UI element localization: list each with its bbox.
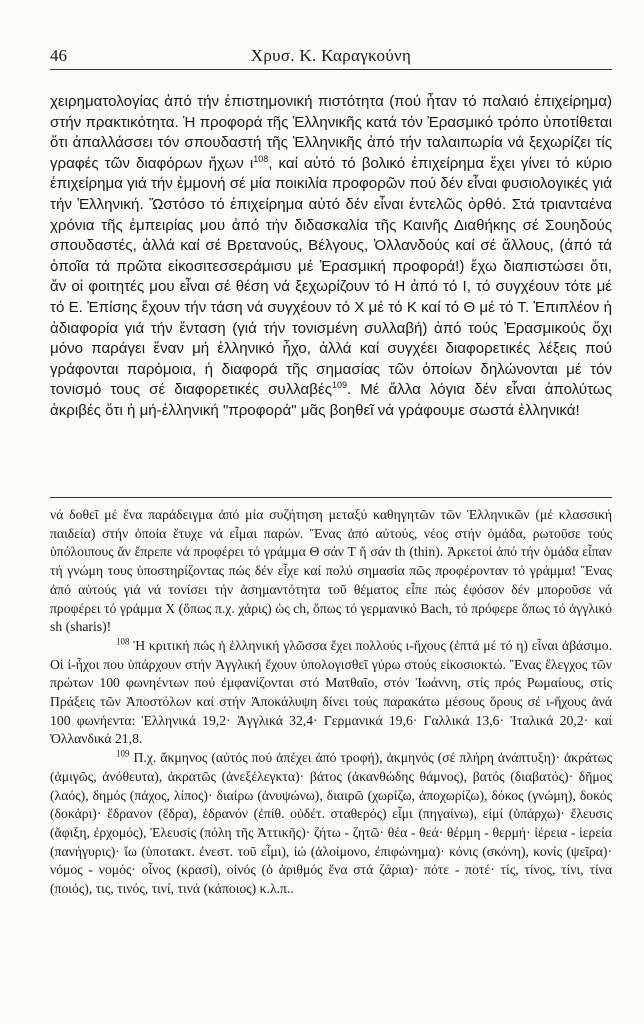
page-header [50,40,612,68]
page-number: 46 [50,46,67,65]
footnote-rule [50,497,612,498]
main-text-part-1: χειρηματολογίας ἀπό τήν ἐπιστημονική πιστότητα (πού ἦταν τό παλαιό ἐπιχείρημα) στήν πρακτικότητα. Ἡ προφορά τῆς Ἑλληνικῆς κατά τόν Ἐρασμικό τρόπο ὑποτίθεται ὅτι ἀπαλλάσσει τόν σπουδαστή τῆς Ἑλληνικῆς ἀπό τήν ταλαιπωρία νά ξεχωρίζει τίς γραφές τῶν διαφόρων ἤχων ι [50,93,612,172]
footnote-108 [50,637,612,749]
footnote-109-text: Π.χ. ἄκμηνος (αὐτός πού ἀπέχει ἀπό τροφή), ἀκμηνός (σέ πλήρη ἀνάπτυξη)· ἀκράτως (ἀμιγῶς, ἀνόθευτα), ἀκρατῶς (ἀνεξέλεγκτα)· βάτος (ἀκανθώδης θάμνος), βατός (διαβατός)· δῆμος (λαός), δημός (πάχος, λίπος)· διαίρω (ἀνυψώνω), διαιρῶ (χωρίζω, ἀποχωρίζω), δόκος (γνώμη), δοκός (δοκάρι)· ἕδρανον (ἕδρα), ἑδρανόν (ἐπίθ. οὐδέτ. σταθερός) εἶμι (πηγαίνω), εἰμί (ὑπάρχω)· ἔλευσις (ἄφιξη, ἐρχομός), Ἐλευσίς (πόλη τῆς Ἀττικῆς)· ζήτω - ζητῶ· θέα - θεά· θέρμη - θερμή· ἱέρεια - ἱερεία (πανήγυρις)· ἴω (ὑποτακτ. ἐνεστ. τοῦ εἶμι), ἰώ (ἀλοίμονο, ἐπιφώνημα)· κόνις (σκόνη), κονίς (ψεῖρα)· νόμος - νομός· οἶνος (κρασί), οἰνός (ὁ ἀριθμός ἕνα στά ζάρια)· πότε - ποτέ· τίς, τίνος, τίνι, τίνα (ποιός), τις, τινός, τινί, τινά (κάποιος) κ.λ.π.. [50,750,613,897]
main-text-part-3: . Μέ ἄλλα λόγια δέν εἶναι ἀπολύτως ἀκριβές ὅτι ἡ μή-ἑλληνική "προφορά" μᾶς βοηθεῖ νά γράφουμε σωστά ἑλληνικά! [50,381,612,419]
footnotes-block [50,506,612,899]
footnote-108-mark: 108 [116,636,130,647]
footnote-ref-108: 108 [253,153,269,164]
footnote-108-text: Ἡ κριτική πώς ἡ ἑλληνική γλῶσσα ἔχει πολλούς ι-ἤχους (ἑπτά μέ τό η) εἶναι ἀβάσιμο. Οἱ ἰ-ἦχοι που ὑπάρχουν στήν Ἀγγλική ἔχουν ὑπολογισθεῖ γύρω στούς εἰκοσιοκτώ. Ἕνας ἔλεγχος τῶν πρώτων 100 φωνηέντων πού ἐμφανίζονται στό Ματθαῖο, στόν Ἰωάννη, στίς πρός Ρωμαίους, στίς Πράξεις τῶν Ἀποστόλων καί στήν Ἀποκάλυψη δίνει τούς παρακάτω μέσους ὅρους σέ ι-ἤχους ἀνά 100 φωνήεντα: Ἑλληνικά 19,2· Ἀγγλικά 32,4· Γερμανικά 19,6· Γαλλικά 13,6· Ἰταλικά 20,2· καί Ὀλλανδικά 21,8. [50,637,613,747]
footnote-continuation: νά δοθεῖ μέ ἕνα παράδειγμα ἀπό μία συζήτηση μεταξύ καθηγητῶν τῶν Ἑλληνικῶν (μέ κλασσική παιδεία) στήν ὁποία ἔτυχε νά εἶμαι παρών. Ἕνας ἀπό αὐτούς, νέος στήν ὁμάδα, ρωτοῦσε τούς ὑπόλοιπους ἄν ἔπρεπε νά προφέρει τό γράμμα Θ σάν Τ ἤ σάν th (thin). Ἀρκετοί ἀπό τήν ὁμάδα εἶπαν τή γνώμη τους ὑποστηρίζοντας πώς δέν εἶχε καί πολύ σημασία πῶς προφέρονταν τό γράμμα! Ἕνας ἀπό αὐτούς γιά νά τονίσει τήν ἀσημαντότητα τοῦ θέματος εἶπε πώς ἐφόσον δέν μποροῦσε νά προφέρει τό γράμμα Χ (ὅπως π.χ. χάρις) ὡς ch, ὅπως τό γερμανικό Bach, τό πρόφερε ὅπως τό ἀγγλικό sh (sharis)! [50,507,612,635]
header-rule [50,69,612,70]
footnote-109 [50,749,612,899]
footnote-109-mark: 109 [116,748,130,759]
running-head: Χρυσ. Κ. Καραγκούνη [250,46,412,65]
footnote-ref-109: 109 [331,380,347,391]
main-text-part-2: , καί αὐτό τό βολικό ἐπιχείρημα ἔχει γίνει τό κύριο ἐπιχείρημα γιά τήν ἐμμονή σέ μία ποικιλία προφορῶν πού δέν εἶναι φυσιολογικές γιά τήν Ἑλληνική. Ὥστόσο τό ἐπιχείρημα αὐτό δέν εἶναι ἐντελῶς ὀρθό. Στά τριανταένα χρόνια τῆς ἐμπειρίας μου ἀπό τήν διδασκαλία τῆς Καινῆς Διαθήκης σέ Σουηδούς σπουδαστές, ἀλλά καί σέ Βρετανούς, Βέλγους, Ὀλλανδούς καί σέ ἄλλους, (ἀπό τά ὁποῖα τά πρῶτα εἰκοσιτεσσεράμισυ μέ Ἐρασμική προφορά!) ἔχω διαπιστώσει ὅτι, ἄν οἱ φοιτητές μου εἶναι σέ θέση νά ξεχωρίζουν τό Η ἀπό τό Ι, τό συγχέουν τότε μέ τό Ε. Ἐπίσης ἔχουν τήν τάση νά συγχέουν τό Χ μέ τό Κ καί τό Θ μέ τό Τ. Ἐπιπλέον ἡ ἀδιαφορία γιά τήν ἔνταση (γιά τήν τονισμένη συλλαβή) ἀπό τούς Ἐρασμικούς ὄχι μόνο παράγει ἕναν μή ἑλληνικό ἦχο, ἀλλά καί συγχέει διαφορετικές λέξεις πού γράφονται παρόμοια, ἡ διαφορά τῆς σημασίας τῶν ὁποίων δηλώνονται μέ τόν τονισμό τους σέ διαφορετικές συλλαβές [50,154,612,399]
main-paragraph [50,92,612,422]
